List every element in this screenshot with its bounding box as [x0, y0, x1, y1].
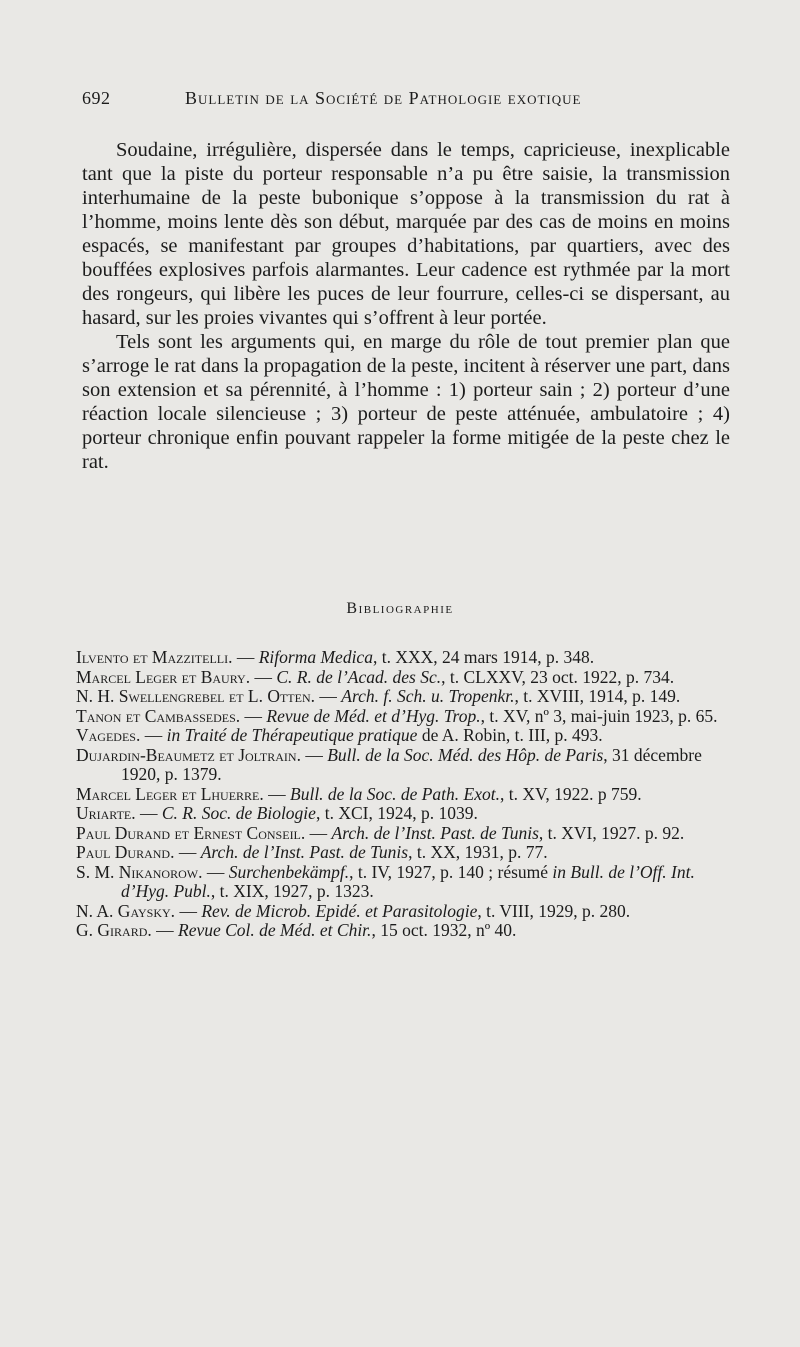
running-title: Bulletin de la Société de Pathologie exotique	[185, 88, 582, 108]
bibliography-entry: Marcel Leger et Baury. — C. R. de l’Acad. des Sc., t. CLXXV, 23 oct. 1922, p. 734.	[76, 666, 675, 687]
bibliography-entry: Ilvento et Mazzitelli. — Riforma Medica, t. XXX, 24 mars 1914, p. 348.	[76, 647, 595, 667]
bibliography-entry: Tanon et Cambassedes. — Revue de Méd. et d’Hyg. Trop., t. XV, nº 3, mai-juin 1923, p. 65.	[76, 705, 718, 726]
bibliography-entry: G. Girard. — Revue Col. de Méd. et Chir., 15 oct. 1932, nº 40.	[76, 920, 517, 940]
bibliography-entry: Paul Durand et Ernest Conseil. — Arch. de l’Inst. Past. de Tunis, t. XVI, 1927. p. 92.	[76, 822, 685, 843]
bibliography-entry: Marcel Leger et Lhuerre. — Bull. de la Soc. de Path. Exot., t. XV, 1922. p 759.	[76, 783, 642, 804]
bibliography-entry: Dujardin-Beaumetz et Joltrain. — Bull. de la Soc. Méd. des Hôp. de Paris, 31 décembre 1920, p. 1379.	[76, 744, 702, 784]
bibliography-entry: Paul Durand. — Arch. de l’Inst. Past. de Tunis, t. XX, 1931, p. 77.	[76, 842, 548, 862]
paragraph: Soudaine, irrégulière, dispersée dans le temps, capricieuse, inexplicable tant que la piste du porteur responsable n’a pu être saisie, la transmission interhumaine de la peste bubonique s’oppose à la transmission du rat à l’homme, moins lente dès son début, marquée par des cas de moins en moins espacés, se manifestant par groupes d’habitations, par quartiers, avec des bouffées explosives parfois alarmantes. Leur cadence est rythmée par la mort des rongeurs, qui libère les puces de leur fourrure, celles-ci se dispersant, au hasard, sur les proies vivantes qui s’offrent à leur portée.	[82, 139, 730, 329]
page-number: 692	[82, 88, 111, 108]
bibliography-entry: Uriarte. — C. R. Soc. de Biologie, t. XCI, 1924, p. 1039.	[76, 803, 478, 823]
bibliography-entry: N. H. Swellengrebel et L. Otten. — Arch. f. Sch. u. Tropenkr., t. XVIII, 1914, p. 149.	[76, 686, 681, 706]
bibliography-entry: S. M. Nikanorow. — Surchenbekämpf., t. IV, 1927, p. 140 ; résumé in Bull. de l’Off. Int. d’Hyg. Publ., t. XIX, 1927, p. 1323.	[76, 861, 695, 901]
bibliography-entry: Vagedes. — in Traité de Thérapeutique pratique de A. Robin, t. III, p. 493.	[76, 725, 603, 745]
bibliography-entry: N. A. Gaysky. — Rev. de Microb. Epidé. et Parasitologie, t. VIII, 1929, p. 280.	[76, 900, 631, 921]
bibliography-list	[76, 648, 736, 941]
page-header	[82, 88, 732, 118]
paragraph: Tels sont les arguments qui, en marge du rôle de tout premier plan que s’arroge le rat dans la propagation de la peste, incitent à réserver une part, dans son extension et sa pérennité, à l’homme : 1) porteur sain ; 2) porteur d’une réaction locale silencieuse ; 3) porteur de peste atténuée, ambulatoire ; 4) porteur chronique enfin pouvant rappeler la forme mitigée de la peste chez le rat.	[82, 331, 730, 473]
body-text	[82, 138, 730, 474]
bibliography-title: Bibliographie	[346, 600, 454, 617]
